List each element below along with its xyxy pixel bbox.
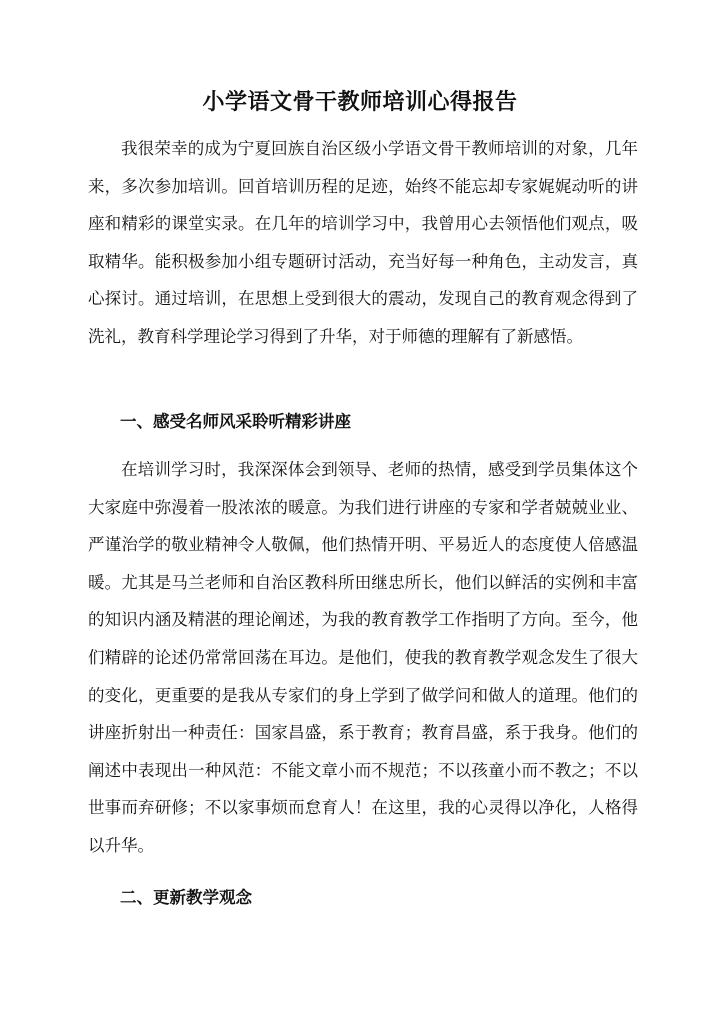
paragraph-section-1: 在培训学习时，我深深体会到领导、老师的热情，感受到学员集体这个大家庭中弥漫着一股浓浓的暖意。为我们进行讲座的专家和学者兢兢业业、严谨治学的敬业精神令人敬佩，他们热情开明、平易近人的态度使人倍感温暖。尤其是马兰老师和自治区教科所田继忠所长，他们以鲜活的实例和丰富的知识内涵及精湛的理论阐述，为我的教育教学工作指明了方向。至今，他们精辟的论述仍常常回荡在耳边。是他们，使我的教育教学观念发生了很大的变化，更重要的是我从专家们的身上学到了做学问和做人的道理。他们的讲座折射出一种责任：国家昌盛，系于教育；教育昌盛，系于我身。他们的阐述中表现出一种风范：不能文章小而不规范；不以孩童小而不教之；不以世事而弃研修；不以家事烦而怠育人！在这里，我的心灵得以净化，人格得以升华。 — [88, 460, 638, 855]
section-heading-1: 一、感受名师风采聆听精彩讲座 — [120, 412, 351, 431]
section-heading-2: 二、更新教学观念 — [120, 888, 252, 907]
paragraph-intro: 我很荣幸的成为宁夏回族自治区级小学语文骨干教师培训的对象，几年来，多次参加培训。回首培训历程的足迹，始终不能忘却专家娓娓动听的讲座和精彩的课堂实录。在几年的培训学习中，我曾用心去领悟他们观点，吸取精华。能积极参加小组专题研讨活动，充当好每一种角色，主动发言，真心探讨。通过培训，在思想上受到很大的震动，发现自己的教育观念得到了洗礼，教育科学理论学习得到了升华，对于师德的理解有了新感悟。 — [88, 139, 638, 346]
document-title: 小学语文骨干教师培训心得报告 — [202, 90, 518, 115]
